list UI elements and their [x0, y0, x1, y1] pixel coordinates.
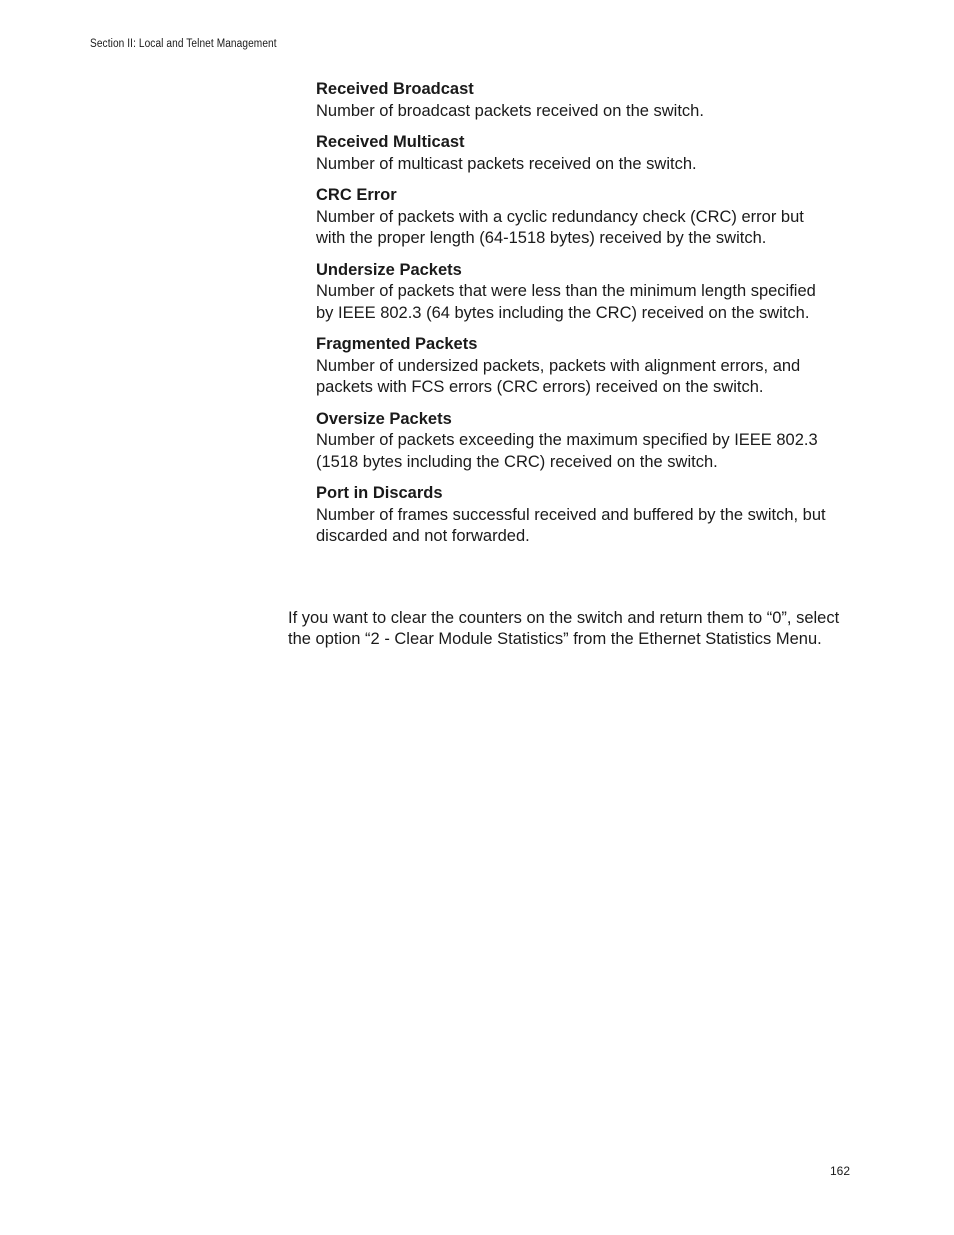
- definition-crc-error: [316, 185, 836, 250]
- definition-fragmented-packets: [316, 334, 836, 399]
- definition-description: Number of packets that were less than the minimum length specified by IEEE 802.3 (64 bytes including the CRC) received on the switch.: [316, 282, 816, 322]
- definition-received-multicast: [316, 132, 836, 175]
- definition-description: Number of broadcast packets received on the switch.: [316, 101, 704, 120]
- definition-term: CRC Error: [316, 186, 397, 204]
- definition-term: Received Broadcast: [316, 80, 474, 98]
- definition-description: Number of undersized packets, packets with alignment errors, and packets with FCS errors (CRC errors) received on the switch.: [316, 356, 801, 396]
- running-header: Section II: Local and Telnet Management: [90, 38, 277, 50]
- definition-port-in-discards: [316, 483, 836, 548]
- definition-description: Number of multicast packets received on the switch.: [316, 154, 697, 173]
- definition-description: Number of frames successful received and buffered by the switch, but discarded and not forwarded.: [316, 505, 826, 545]
- definition-list: [316, 79, 836, 558]
- definition-term: Received Multicast: [316, 133, 465, 151]
- body-paragraph: If you want to clear the counters on the switch and return them to “0”, select the option “2 - Clear Module Statistics” from the Ethernet Statistics Menu.: [288, 608, 840, 648]
- definition-description: Number of packets with a cyclic redundancy check (CRC) error but with the proper length (64-1518 bytes) received by the switch.: [316, 207, 804, 247]
- definition-undersize-packets: [316, 260, 836, 325]
- definition-oversize-packets: [316, 409, 836, 474]
- definition-term: Port in Discards: [316, 484, 443, 502]
- definition-description: Number of packets exceeding the maximum specified by IEEE 802.3 (1518 bytes including the CRC) received on the switch.: [316, 431, 818, 471]
- definition-term: Oversize Packets: [316, 409, 452, 428]
- page-number: 162: [830, 1164, 851, 1178]
- definition-term: Fragmented Packets: [316, 335, 478, 353]
- definition-received-broadcast: [316, 79, 836, 122]
- definition-term: Undersize Packets: [316, 260, 462, 279]
